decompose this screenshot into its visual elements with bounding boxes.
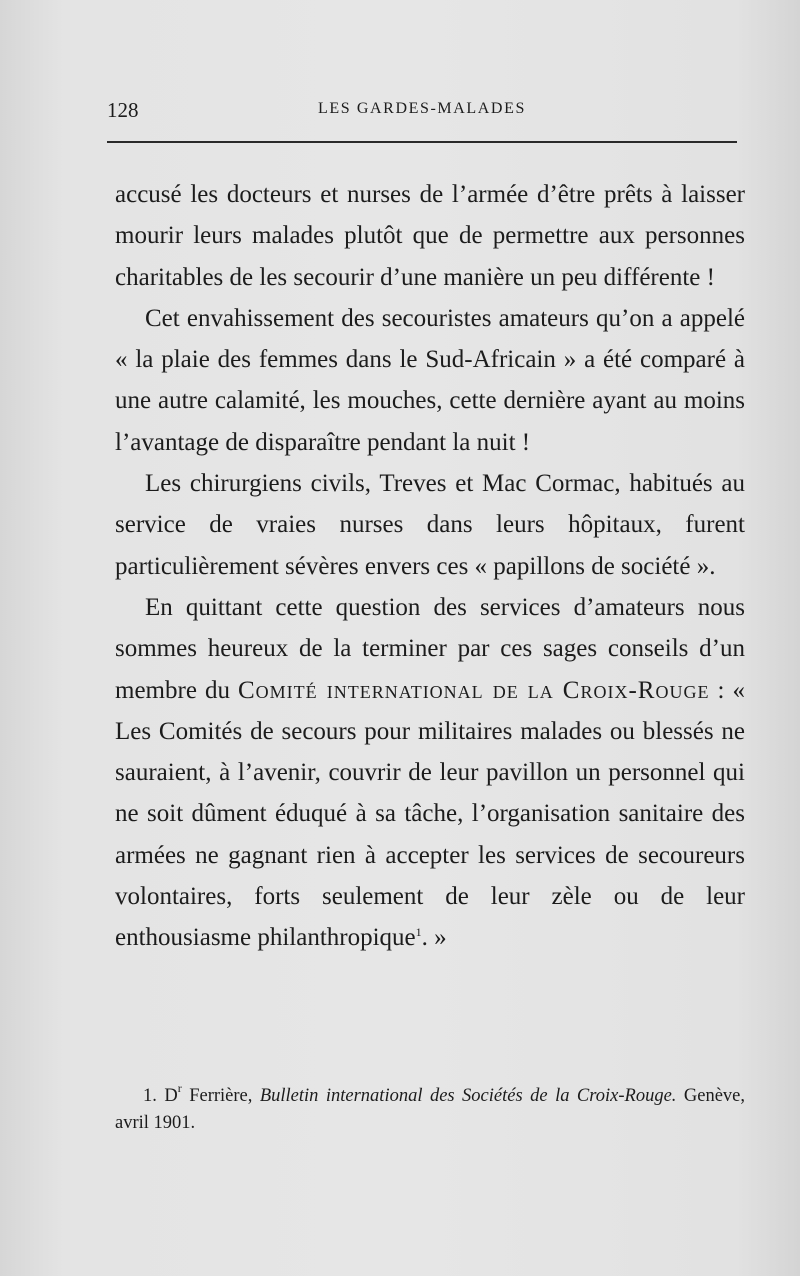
page-number: 128 — [107, 98, 139, 122]
running-head — [107, 98, 737, 124]
body-text — [115, 174, 745, 959]
footnote-reference: 1 — [415, 925, 422, 940]
header-rule — [107, 141, 737, 143]
footnote-number: 1. — [143, 1086, 157, 1106]
paragraph-4 — [115, 587, 745, 959]
footnote-author-sup: r — [177, 1081, 182, 1095]
footnote-author-prefix: D — [164, 1086, 178, 1106]
paragraph-2: Cet envahissement des secouristes amateurs qu’on a appelé « la plaie des femmes dans le Sud-Africain » a été comparé à une autre calamité, les mouches, cette dernière ayant au moins l’avantage de disparaître pendant la nuit ! — [115, 304, 745, 456]
footnote-publication: Bulletin international des Sociétés de la Croix-Rouge. — [259, 1086, 677, 1106]
quotation: : « Les Comités de secours pour militaires malades ou blessés ne sauraient, à l’avenir, couvrir de leur pavillon un personnel qui ne soit dûment éduqué à sa tâche, l’organisation sanitaire des armées ne gagnant rien à accepter les services de secoureurs volontaires, forts seulement de leur zèle ou de leur enthousiasme philanthropique — [115, 676, 746, 952]
footnote-details: Genève, avril 1901. — [115, 1086, 746, 1133]
footnote-text — [115, 1083, 745, 1137]
organization-name: Comité international de la Croix-Rouge — [238, 676, 710, 704]
paragraph-3: Les chirurgiens civils, Treves et Mac Cormac, habitués au service de vraies nurses dans leurs hôpitaux, furent particulièrement sévères envers ces « papillons de société ». — [115, 470, 745, 580]
footnote-author-name: Ferrière, — [189, 1086, 253, 1106]
footnote — [115, 1083, 745, 1137]
paragraph-4-start: En quittant cette question des services d’amateurs nous sommes heureux de la terminer par ces sages conseils d’un membre du — [115, 593, 745, 704]
paragraph-1: accusé les docteurs et nurses de l’armée d’être prêts à laisser mourir leurs malades plutôt que de permettre aux personnes charitables de les secourir d’une manière un peu différente ! — [115, 181, 745, 291]
quotation-end: . » — [421, 924, 447, 952]
running-title: LES GARDES-MALADES — [318, 100, 526, 117]
